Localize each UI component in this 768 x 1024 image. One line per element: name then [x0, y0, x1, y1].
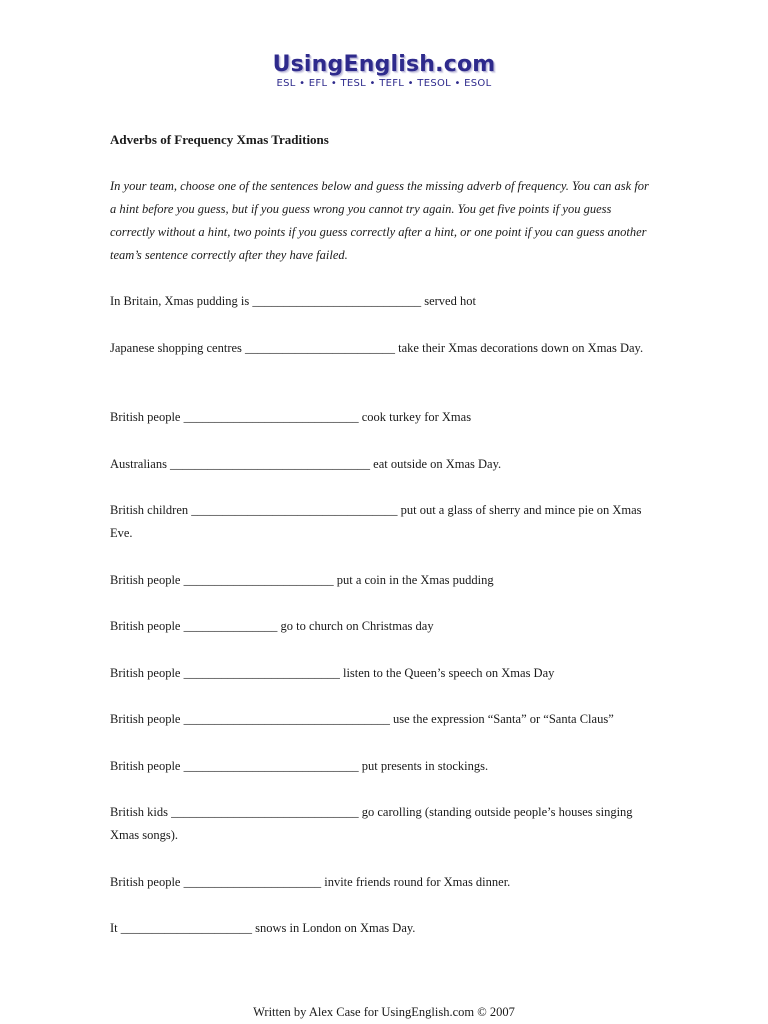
footer-credit: Written by Alex Case for UsingEnglish.com © 2007 [253, 1005, 515, 1019]
question-13: It _____________________ snows in London on Xmas Day. [110, 921, 416, 935]
question-3: British people ____________________________ cook turkey for Xmas [110, 410, 472, 424]
instructions-paragraph: In your team, choose one of the sentences below and guess the missing adverb of frequency. You can ask for a hint before you guess, but if you guess wrong you cannot try again. You get five points if you guess correctly without a hint, two points if you guess correctly after a hint, or one point if you can guess another team’s sentence correctly after they have failed. [110, 179, 649, 262]
question-8: British people _________________________ listen to the Queen’s speech on Xmas Day [110, 666, 555, 680]
question-4: Australians ________________________________ eat outside on Xmas Day. [110, 457, 502, 471]
worksheet-title: Adverbs of Frequency Xmas Traditions [110, 132, 329, 147]
question-1: In Britain, Xmas pudding is ___________________________ served hot [110, 294, 476, 308]
question-11: British kids ______________________________ go carolling (standing outside people’s houses singing Xmas songs). [110, 805, 633, 842]
question-6: British people ________________________ put a coin in the Xmas pudding [110, 573, 494, 587]
question-10: British people ____________________________ put presents in stockings. [110, 759, 489, 773]
logo-subtitle: ESL • EFL • TESL • TEFL • TESOL • ESOL [276, 78, 492, 89]
question-5: British children _________________________________ put out a glass of sherry and mince pie on Xmas Eve. [110, 503, 642, 540]
logo-title: UsingEnglish.com [272, 52, 496, 77]
site-logo [0, 52, 768, 90]
question-7: British people _______________ go to church on Christmas day [110, 619, 434, 633]
question-2: Japanese shopping centres ________________________ take their Xmas decorations down on Xmas Day. [110, 341, 644, 355]
question-9: British people _________________________________ use the expression “Santa” or “Santa Claus” [110, 712, 614, 726]
question-12: British people ______________________ invite friends round for Xmas dinner. [110, 875, 511, 889]
